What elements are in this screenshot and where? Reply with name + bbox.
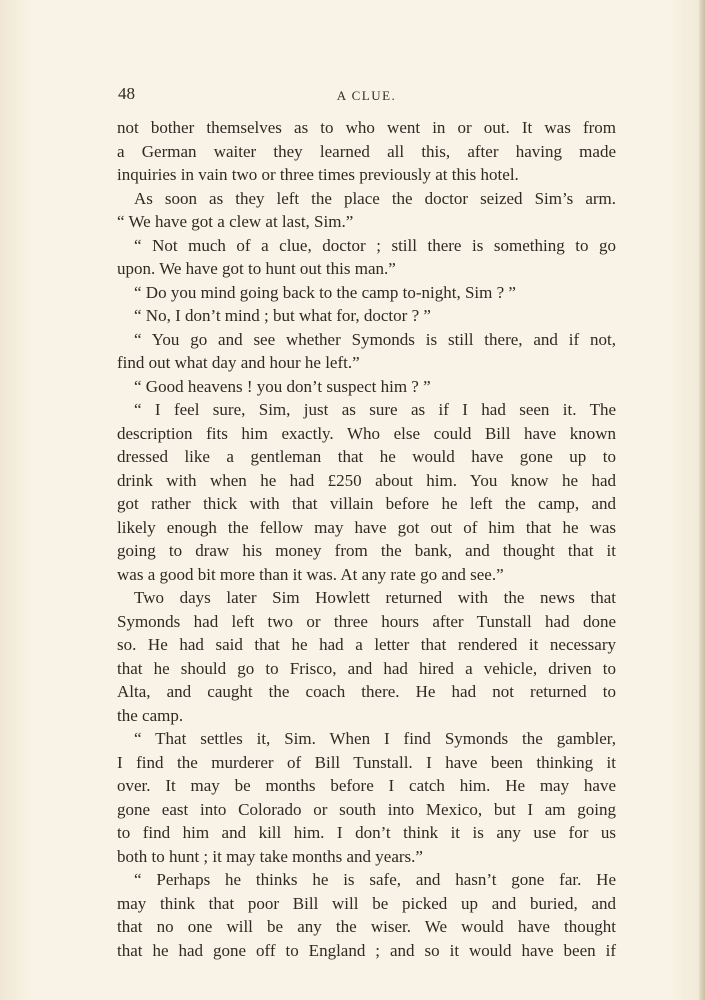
- text-line: a German waiter they learned all this, after having made: [117, 141, 616, 161]
- text-line: that he had gone off to England ; and so it would have been if: [117, 940, 616, 960]
- text-line: “ Not much of a clue, doctor ; still there is something to go: [134, 235, 616, 255]
- text-line: both to hunt ; it may take months and years.”: [117, 846, 423, 866]
- text-line: find out what day and hour he left.”: [117, 353, 360, 372]
- page-header: [118, 84, 615, 106]
- text-line: that no one will be any the wiser. We would have thought: [117, 917, 616, 936]
- text-line: “ Good heavens ! you don’t suspect him ? ”: [134, 376, 431, 396]
- text-line: not bother themselves as to who went in or out. It was from: [117, 118, 616, 137]
- text-line: As soon as they left the place the doctor seized Sim’s arm.: [134, 188, 616, 208]
- text-line: “ That settles it, Sim. When I find Symonds the gambler,: [134, 729, 616, 748]
- text-line: was a good bit more than it was. At any rate go and see.”: [117, 564, 504, 584]
- text-line: “ Do you mind going back to the camp to-night, Sim ? ”: [134, 282, 516, 302]
- text-line: Alta, and caught the coach there. He had not returned to: [117, 682, 616, 701]
- text-line: “ We have got a clew at last, Sim.”: [117, 212, 354, 231]
- text-line: I find the murderer of Bill Tunstall. I have been thinking it: [117, 752, 616, 772]
- text-line: that he should go to Frisco, and had hired a vehicle, driven to: [117, 658, 616, 678]
- text-line: upon. We have got to hunt out this man.”: [117, 259, 396, 278]
- text-line: gone east into Colorado or south into Mexico, but I am going: [117, 799, 616, 819]
- text-line: “ Perhaps he thinks he is safe, and hasn’t gone far. He: [134, 870, 616, 889]
- text-line: so. He had said that he had a letter that rendered it necessary: [117, 635, 616, 654]
- text-line: the camp.: [117, 705, 184, 725]
- text-line: may think that poor Bill will be picked up and buried, and: [117, 893, 616, 913]
- text-line: description fits him exactly. Who else could Bill have known: [117, 423, 616, 443]
- text-line: drink with when he had £250 about him. You know he had: [117, 470, 616, 490]
- page-number: 48: [118, 84, 135, 103]
- running-head: A CLUE.: [336, 88, 397, 103]
- text-line: likely enough the fellow may have got out of him that he was: [117, 517, 616, 537]
- text-line: got rather thick with that villain before he left the camp, and: [117, 494, 616, 513]
- text-line: Symonds had left two or three hours after Tunstall had done: [117, 611, 616, 631]
- body-text: [117, 116, 616, 962]
- text-line: over. It may be months before I catch him. He may have: [117, 776, 616, 795]
- text-line: Two days later Sim Howlett returned with the news that: [134, 588, 616, 607]
- text-line: dressed like a gentleman that he would have gone up to: [117, 447, 616, 466]
- text-line: “ You go and see whether Symonds is still there, and if not,: [134, 329, 616, 349]
- page-edge: [699, 0, 705, 1000]
- text-line: inquiries in vain two or three times previously at this hotel.: [117, 165, 519, 184]
- text-line: to find him and kill him. I don’t think it is any use for us: [117, 823, 616, 842]
- text-line: “ No, I don’t mind ; but what for, doctor ? ”: [134, 306, 431, 325]
- text-line: going to draw his money from the bank, and thought that it: [117, 541, 616, 560]
- text-line: “ I feel sure, Sim, just as sure as if I had seen it. The: [134, 400, 616, 419]
